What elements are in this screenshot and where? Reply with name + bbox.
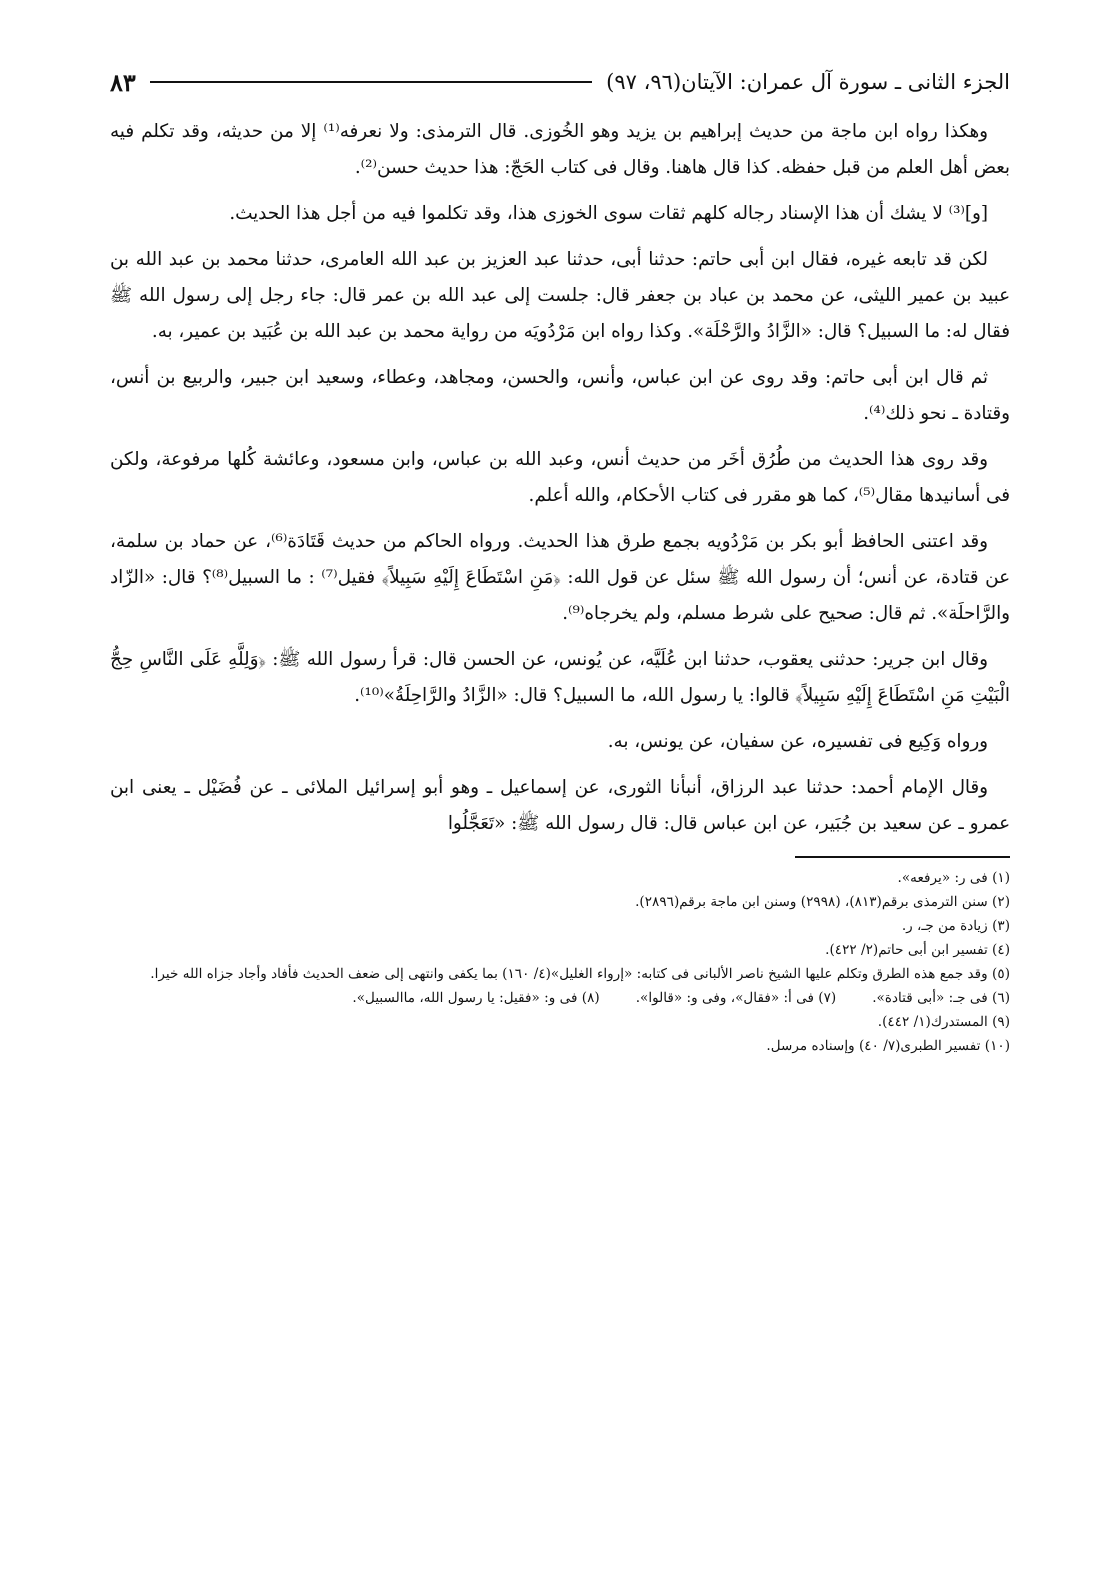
footnote-7: (٧) فى أ: «فقال»، وفى و: «قالوا». bbox=[635, 990, 837, 1006]
paragraph-5: وقد روى هذا الحديث من طُرُق أخَر من حديث أنس، وعبد الله بن عباس، وابن مسعود، وعائشة كُلها مرفوعة، ولكن فى أسانيدها مقال⁽⁵⁾، كما هو مقرر فى كتاب الأحكام، والله أعلم. bbox=[110, 449, 1010, 506]
paragraph-6: وقد اعتنى الحافظ أبو بكر بن مَرْدُويه بجمع طرق هذا الحديث. ورواه الحاكم من حديث قَتَادَة⁽⁶⁾، عن حماد بن سلمة، عن قتادة، عن أنس؛ أن رسول الله ﷺ سئل عن قول الله: ﴿مَنِ اسْتَطَاعَ إِلَيْهِ سَبِيلاً﴾ فقيل⁽⁷⁾ : ما السبيل⁽⁸⁾؟ قال: «الزّاد والرَّاحلَة». ثم قال: صحيح على شرط مسلم، ولم يخرجاه⁽⁹⁾. bbox=[110, 531, 1010, 624]
footnotes bbox=[110, 866, 1010, 1058]
header-rule bbox=[150, 81, 592, 83]
paragraph-4: ثم قال ابن أبى حاتم: وقد روى عن ابن عباس، وأنس، والحسن، ومجاهد، وعطاء، وسعيد ابن جبير، والربيع بن أنس، وقتادة ـ نحو ذلك⁽⁴⁾. bbox=[110, 367, 1010, 424]
footnote-6: (٦) فى جـ: «أبى قتادة». bbox=[872, 990, 1010, 1006]
footnote-9: (٩) المستدرك(١/ ٤٤٢). bbox=[877, 1014, 1010, 1030]
footnote-5: (٥) وقد جمع هذه الطرق وتكلم عليها الشيخ ناصر الألبانى فى كتابه: «إرواء الغليل»(٤/ ١٦٠) بما يكفى وانتهى إلى ضعف الحديث فأفاد وأجاد جزاه الله خيرا. bbox=[150, 966, 1010, 982]
paragraph-7: وقال ابن جرير: حدثنى يعقوب، حدثنا ابن عُلَيَّه، عن يُونس، عن الحسن قال: قرأ رسول الله ﷺ: ﴿وَلِلَّهِ عَلَى النَّاسِ حِجُّ الْبَيْتِ مَنِ اسْتَطَاعَ إِلَيْهِ سَبِيلاً﴾ قالوا: يا رسول الله، ما السبيل؟ قال: «الزَّادُ والرَّاحِلَةُ»⁽¹⁰⁾. bbox=[110, 649, 1010, 706]
paragraph-3: لكن قد تابعه غيره، فقال ابن أبى حاتم: حدثنا أبى، حدثنا عبد العزيز بن عبد الله العامرى، حدثنا محمد بن عبد الله بن عبيد بن عمير الليثى، عن محمد بن عباد بن جعفر قال: جلست إلى عبد الله بن عمر قال: جاء رجل إلى رسول الله ﷺ فقال له: ما السبيل؟ قال: «الزَّادُ والرَّحْلَة». وكذا رواه ابن مَرْدُويَه من رواية محمد بن عبد الله بن عُبَيد بن عمير، به. bbox=[110, 249, 1010, 342]
footnote-3: (٣) زيادة من جـ، ر. bbox=[901, 918, 1010, 934]
footnote-4: (٤) تفسير ابن أبى حاتم(٢/ ٤٢٢). bbox=[825, 942, 1010, 958]
footnote-10: (١٠) تفسير الطبرى(٧/ ٤٠) وإسناده مرسل. bbox=[766, 1038, 1010, 1054]
footnote-row-6-8 bbox=[110, 986, 1010, 1010]
header-title: الجزء الثانى ـ سورة آل عمران: الآيتان(٩٦، ٩٧) bbox=[606, 70, 1010, 94]
footnote-1: (١) فى ر: «يرفعه». bbox=[897, 870, 1010, 886]
footnote-separator bbox=[795, 856, 1010, 858]
paragraph-1: وهكذا رواه ابن ماجة من حديث إبراهيم بن يزيد وهو الخُوزى. قال الترمذى: ولا نعرفه⁽¹⁾ إلا من حديثه، وقد تكلم فيه بعض أهل العلم من قبل حفظه. كذا قال هاهنا. وقال فى كتاب الحَجّ: هذا حديث حسن⁽²⁾. bbox=[110, 121, 1010, 178]
page-number: ٨٣ bbox=[110, 67, 136, 97]
footnote-2: (٢) سنن الترمذى برقم(٨١٣)، (٢٩٩٨) وسنن ابن ماجة برقم(٢٨٩٦). bbox=[635, 894, 1010, 910]
paragraph-9: وقال الإمام أحمد: حدثنا عبد الرزاق، أنبأنا الثورى، عن إسماعيل ـ وهو أبو إسرائيل الملائى ـ عن فُضَيْل ـ يعنى ابن عمرو ـ عن سعيد بن جُبَير، عن ابن عباس قال: قال رسول الله ﷺ: «تَعَجَّلُوا bbox=[110, 777, 1010, 834]
footnote-8: (٨) فى و: «فقيل: يا رسول الله، ماالسبيل». bbox=[352, 990, 600, 1006]
paragraph-8: ورواه وَكِيع فى تفسيره، عن سفيان، عن يونس، به. bbox=[607, 731, 988, 752]
main-text bbox=[110, 114, 1010, 842]
page bbox=[110, 60, 1010, 1058]
paragraph-2: [و]⁽³⁾ لا يشك أن هذا الإسناد رجاله كلهم ثقات سوى الخوزى هذا، وقد تكلموا فيه من أجل هذا الحديث. bbox=[229, 203, 988, 224]
running-header bbox=[110, 60, 1010, 104]
